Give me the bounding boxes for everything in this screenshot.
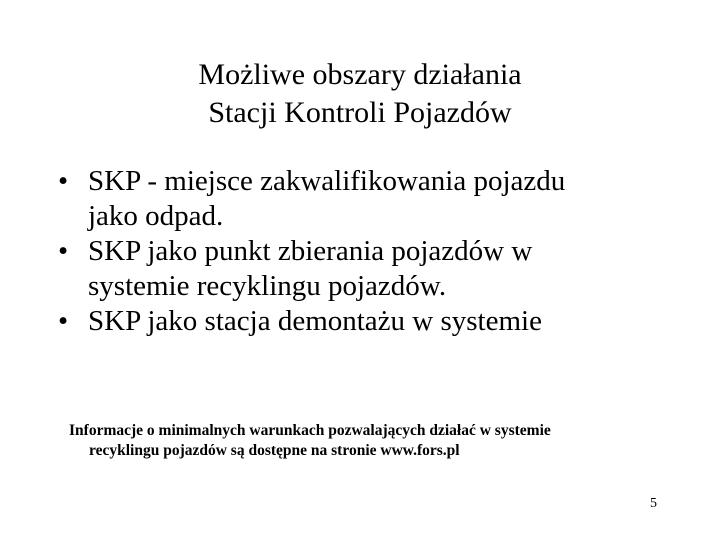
info-note-line-2: recyklingu pojazdów są dostępne na stronie www.fors.pl [89,442,460,459]
bullet-item-2-line-2: systemie recyklingu pojazdów. [88,270,447,302]
bullet-list [58,164,678,339]
bullet-item-3-line-1: SKP jako stacja demontażu w systemie [88,305,542,337]
slide-title-line-1: Możliwe obszary działania [198,58,522,91]
bullet-item-1-line-1: SKP - miejsce zakwalifikowania pojazdu [88,165,566,197]
bullet-item-1 [58,164,678,234]
bullet-icon: • [58,305,69,337]
page-number: 5 [650,496,657,511]
bullet-icon: • [58,235,69,267]
slide-title [0,56,720,132]
bullet-item-3 [58,304,678,339]
bullet-icon: • [58,165,69,197]
bullet-item-1-line-2: jako odpad. [88,200,224,232]
bullet-item-2 [58,234,678,304]
bullet-item-2-line-1: SKP jako punkt zbierania pojazdów w [88,235,533,267]
info-note-line-1: Informacje o minimalnych warunkach pozwalających działać w systemie [69,422,551,439]
slide-title-line-2: Stacji Kontroli Pojazdów [208,96,512,129]
info-note [69,421,669,461]
